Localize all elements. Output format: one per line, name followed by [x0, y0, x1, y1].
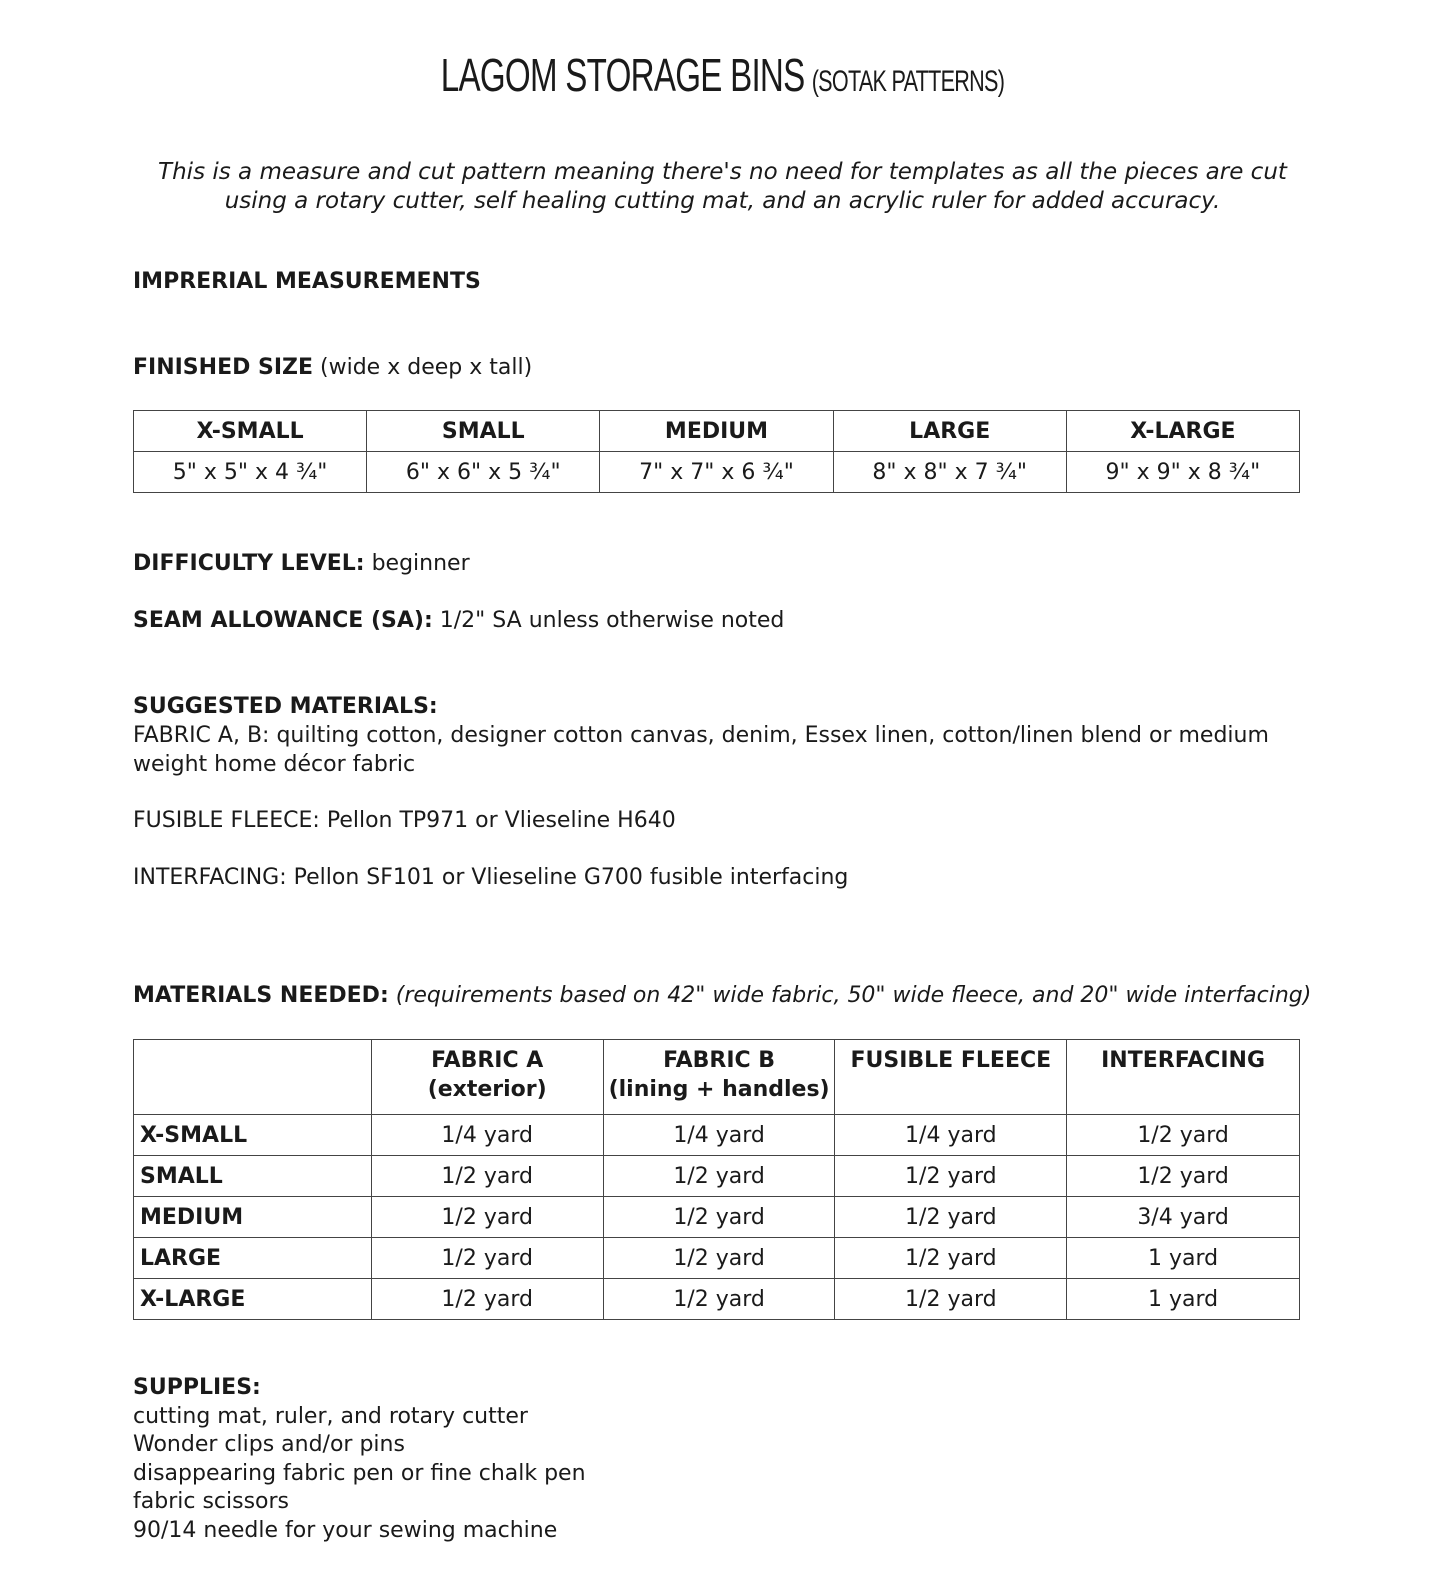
suggested-fleece: FUSIBLE FLEECE: Pellon TP971 or Vlieseline H640 [133, 808, 676, 833]
row-size: LARGE [134, 1238, 372, 1279]
size-header-row [134, 411, 1300, 452]
cell-fabric-a: 1/2 yard [371, 1156, 603, 1197]
list-item: Wonder clips and/or pins [133, 1432, 405, 1457]
cell-fleece: 1/2 yard [835, 1238, 1067, 1279]
intro-text: This is a measure and cut pattern meaning there's no need for templates as all the pieces are cut using a rotary cutter, self healing cutting mat, and an acrylic ruler for added accuracy. [158, 159, 1287, 214]
materials-needed-label: MATERIALS NEEDED: [133, 983, 389, 1008]
list-item: 90/14 needle for your sewing machine [133, 1518, 558, 1543]
cell-interfacing: 3/4 yard [1067, 1197, 1300, 1238]
size-value: 6" x 6" x 5 ¾" [367, 452, 600, 493]
cell-fabric-b: 1/2 yard [603, 1197, 835, 1238]
difficulty-label: DIFFICULTY LEVEL: [133, 551, 365, 576]
table-row [134, 1279, 1300, 1320]
imperial-heading: IMPRERIAL MEASUREMENTS [133, 269, 481, 294]
finished-size-line [133, 354, 1313, 383]
cell-interfacing: 1/2 yard [1067, 1156, 1300, 1197]
materials-header: FUSIBLE FLEECE [835, 1040, 1067, 1115]
cell-fabric-a: 1/2 yard [371, 1279, 603, 1320]
cell-interfacing: 1 yard [1067, 1279, 1300, 1320]
cell-fleece: 1/4 yard [835, 1115, 1067, 1156]
cell-fabric-a: 1/4 yard [371, 1115, 603, 1156]
size-header: LARGE [833, 411, 1066, 452]
suggested-interfacing: INTERFACING: Pellon SF101 or Vlieseline G700 fusible interfacing [133, 865, 849, 890]
table-row [134, 1197, 1300, 1238]
title-sub: (SOTAK PATTERNS) [811, 65, 1005, 98]
cell-interfacing: 1 yard [1067, 1238, 1300, 1279]
page-title [202, 48, 1242, 102]
suggested-materials-heading: SUGGESTED MATERIALS: [133, 694, 438, 719]
size-value-row [134, 452, 1300, 493]
table-row [134, 1115, 1300, 1156]
cell-fabric-b: 1/2 yard [603, 1156, 835, 1197]
difficulty-value: beginner [371, 551, 470, 576]
seam-allowance-value: 1/2" SA unless otherwise noted [439, 608, 785, 633]
size-header: X-SMALL [134, 411, 367, 452]
table-row [134, 1238, 1300, 1279]
finished-size-note: (wide x deep x tall) [320, 355, 533, 380]
materials-header: FABRIC B (lining + handles) [603, 1040, 835, 1115]
materials-header: FABRIC A (exterior) [371, 1040, 603, 1115]
row-size: MEDIUM [134, 1197, 372, 1238]
cell-interfacing: 1/2 yard [1067, 1115, 1300, 1156]
size-value: 5" x 5" x 4 ¾" [134, 452, 367, 493]
cell-fleece: 1/2 yard [835, 1279, 1067, 1320]
row-size: X-SMALL [134, 1115, 372, 1156]
finished-size-table [133, 410, 1300, 493]
size-value: 8" x 8" x 7 ¾" [833, 452, 1066, 493]
size-value: 7" x 7" x 6 ¾" [600, 452, 833, 493]
table-row [134, 1156, 1300, 1197]
materials-needed-note: (requirements based on 42" wide fabric, 50" wide fleece, and 20" wide interfacing) [395, 983, 1312, 1008]
cell-fleece: 1/2 yard [835, 1197, 1067, 1238]
suggested-fabric: FABRIC A, B: quilting cotton, designer cotton canvas, denim, Essex linen, cotton/linen blend or medium weight home décor fabric [133, 723, 1269, 777]
materials-needed-line [133, 982, 1313, 1011]
materials-header: INTERFACING [1067, 1040, 1300, 1115]
title-main: LAGOM STORAGE BINS [440, 49, 805, 101]
row-size: X-LARGE [134, 1279, 372, 1320]
cell-fabric-a: 1/2 yard [371, 1238, 603, 1279]
cell-fleece: 1/2 yard [835, 1156, 1067, 1197]
seam-allowance-label: SEAM ALLOWANCE (SA): [133, 608, 433, 633]
materials-header-blank [134, 1040, 372, 1115]
list-item: disappearing fabric pen or fine chalk pen [133, 1461, 586, 1486]
seam-allowance-line [133, 607, 1313, 636]
size-value: 9" x 9" x 8 ¾" [1066, 452, 1299, 493]
cell-fabric-b: 1/2 yard [603, 1279, 835, 1320]
supplies-heading: SUPPLIES: [133, 1375, 261, 1400]
row-size: SMALL [134, 1156, 372, 1197]
list-item: cutting mat, ruler, and rotary cutter [133, 1404, 528, 1429]
cell-fabric-a: 1/2 yard [371, 1197, 603, 1238]
cell-fabric-b: 1/4 yard [603, 1115, 835, 1156]
size-header: SMALL [367, 411, 600, 452]
materials-header-row [134, 1040, 1300, 1115]
finished-size-label: FINISHED SIZE [133, 355, 314, 380]
cell-fabric-b: 1/2 yard [603, 1238, 835, 1279]
materials-needed-table [133, 1039, 1300, 1320]
size-header: X-LARGE [1066, 411, 1299, 452]
list-item: fabric scissors [133, 1489, 289, 1514]
difficulty-line [133, 550, 1313, 579]
size-header: MEDIUM [600, 411, 833, 452]
